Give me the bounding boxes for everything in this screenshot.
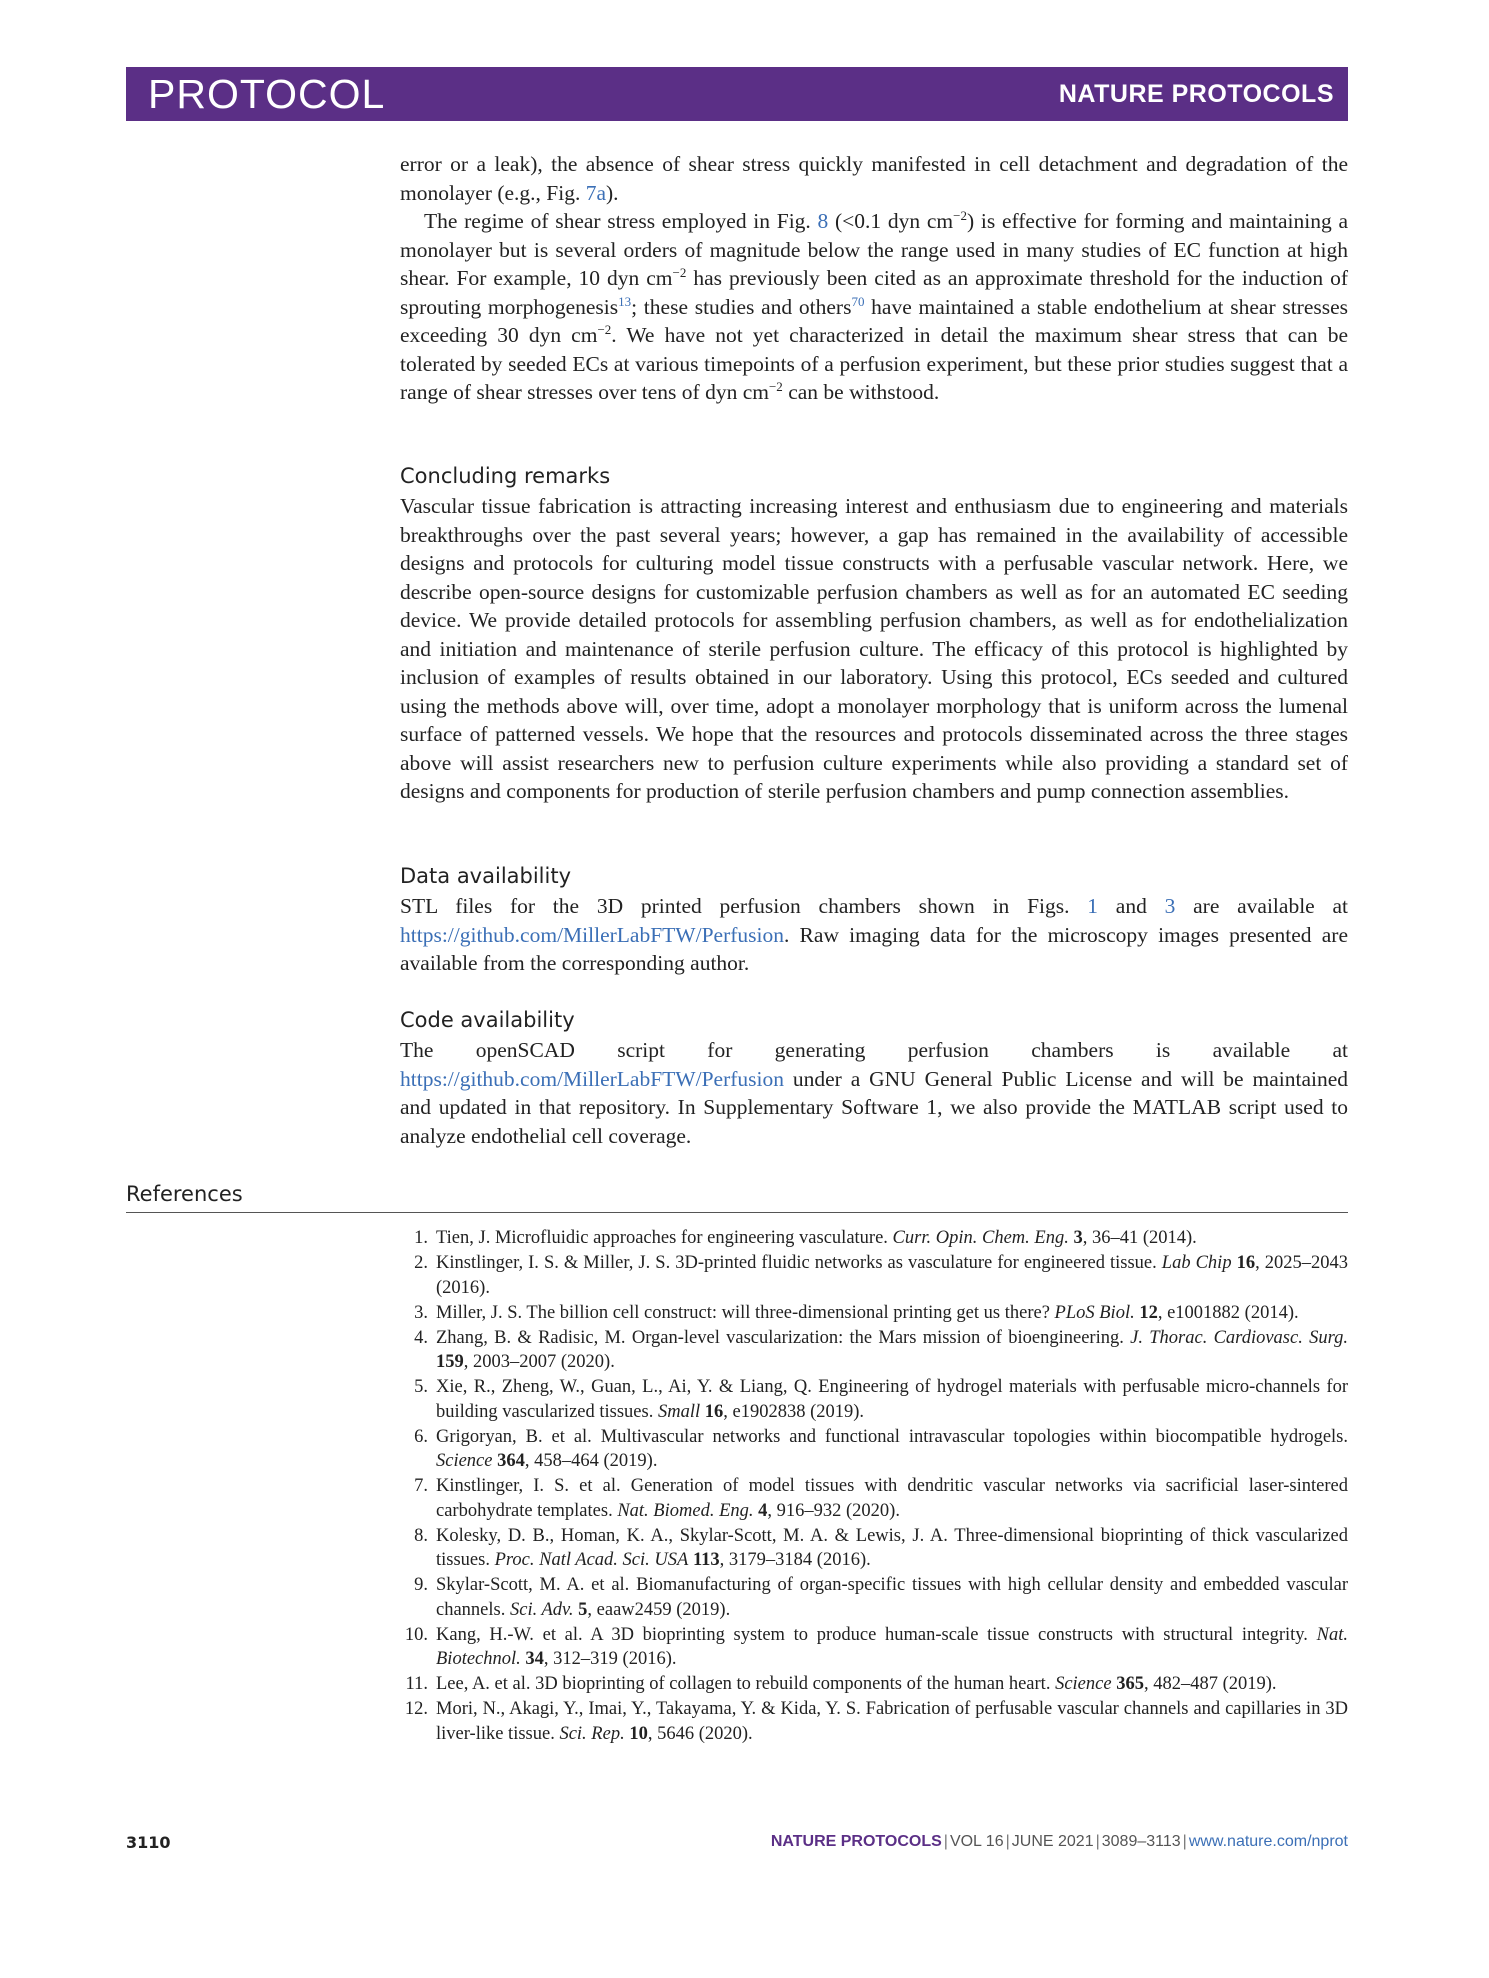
exponent: −2 — [672, 264, 687, 280]
reference-number: 10. — [404, 1624, 428, 1645]
text-run: ) is effective for forming and maintaining a monolayer but is several orders of magnitude below the range used in many studies of EC function at high shear. For example, 10 dyn cm — [400, 209, 1349, 290]
data-availability-paragraph — [400, 892, 1348, 978]
text-run: ; these studies and others — [631, 294, 852, 319]
reference-journal: Proc. Natl Acad. Sci. USA — [494, 1550, 689, 1570]
reference-authors-title: Xie, R., Zheng, W., Guan, L., Ai, Y. & Liang, Q. Engineering of hydrogel materials with perfusable micro-channels for building vascularized tissues. — [436, 1377, 1348, 1422]
reference-volume: 5 — [578, 1599, 588, 1620]
footer-url[interactable]: www.nature.com/nprot — [1188, 1833, 1348, 1850]
footer-citation: NATURE PROTOCOLS | VOL 16 | JUNE 2021 | 3089–3113 | www.nature.com/nprot — [770, 1833, 1348, 1850]
text-run: . We have not yet characterized in detail the maximum shear stress that can be tolerated by seeded ECs at various timepoints of a perfusion experiment, but these prior studies suggest that a range of shear stresses over tens of dyn cm — [400, 323, 1348, 404]
text-run: under a GNU General Public License and will be maintained and updated in that repository. In Supplementary Software 1, we also provide the MATLAB script used to analyze endothelial cell coverage. — [400, 1066, 1348, 1148]
reference-item — [400, 1301, 1348, 1326]
github-link[interactable]: https://github.com/MillerLabFTW/Perfusion — [400, 922, 784, 947]
reference-authors-title: Kang, H.-W. et al. A 3D bioprinting system to produce human-scale tissue constructs with structural integrity. — [436, 1624, 1317, 1645]
reference-pages-year: , 3179–3184 (2016). — [719, 1550, 871, 1570]
exponent: −2 — [953, 207, 967, 223]
reference-volume: 4 — [758, 1500, 768, 1521]
section-heading: Concluding remarks — [400, 464, 611, 488]
reference-journal: Nat. Biotechnol. — [436, 1624, 1348, 1669]
reference-volume: 159 — [436, 1352, 464, 1372]
reference-number: 12. — [404, 1699, 428, 1719]
reference-item — [400, 1623, 1348, 1672]
exponent: −2 — [597, 321, 612, 337]
body-text — [400, 150, 1348, 407]
reference-volume: 365 — [1116, 1674, 1144, 1694]
figure-link[interactable]: 3 — [1164, 894, 1176, 918]
code-availability-section — [400, 1006, 1348, 1150]
reference-authors-title: Tien, J. Microfluidic approaches for engineering vasculature. — [436, 1228, 893, 1248]
header-banner — [126, 67, 1348, 121]
reference-journal: Small — [657, 1401, 701, 1422]
reference-item — [400, 1672, 1348, 1697]
concluding-paragraph: Vascular tissue fabrication is attracting increasing interest and enthusiasm due to engineering and materials breakthroughs over the past several years; however, a gap has remained in the availability of accessible designs and protocols for culturing model tissue constructs with a perfusable vascular network. Here, we describe open-source designs for customizable perfusion chambers as well as for an automated EC seeding device. We provide detailed protocols for assembling perfusion chambers, as well as for endothelialization and initiation and maintenance of sterile perfusion culture. The efficacy of this protocol is highlighted by inclusion of examples of results obtained in our laboratory. Using this protocol, ECs seeded and cultured using the methods above will, over time, adopt a monolayer morphology that is uniform across the lumenal surface of patterned vessels. We hope that the resources and protocols disseminated across the three stages above will assist researchers new to perfusion culture experiments while also providing a standard set of designs and components for production of sterile perfusion chambers and pump connection assemblies. — [400, 494, 1348, 803]
text-run: have maintained a stable endothelium at shear stresses exceeding 30 dyn cm — [400, 294, 1349, 347]
reference-number: 6. — [414, 1426, 428, 1447]
reference-journal: Science — [436, 1451, 493, 1471]
reference-item — [400, 1697, 1348, 1746]
reference-pages-year: , 5646 (2020). — [647, 1723, 753, 1744]
footer-volume: VOL 16 — [949, 1833, 1004, 1850]
text-run: has previously been cited as an approximate threshold for the induction of sprouting morphogenesis — [400, 266, 1348, 319]
reference-item — [400, 1474, 1348, 1523]
footer-pages: 3089–3113 — [1101, 1833, 1181, 1850]
reference-number: 2. — [414, 1253, 428, 1273]
reference-pages-year: , 36–41 (2014). — [1082, 1228, 1197, 1248]
reference-authors-title: Lee, A. et al. 3D bioprinting of collagen to rebuild components of the human heart. — [436, 1674, 1056, 1694]
code-availability-paragraph — [400, 1036, 1348, 1150]
references-heading: References — [126, 1180, 1348, 1213]
reference-number: 4. — [414, 1327, 428, 1348]
text-run: STL files for the 3D printed perfusion chambers shown in Figs. — [400, 894, 1088, 918]
reference-pages-year: , eaaw2459 (2019). — [587, 1599, 731, 1620]
reference-journal: J. Thorac. Cardiovasc. Surg. — [1130, 1327, 1349, 1348]
figure-link[interactable]: 7a — [585, 180, 606, 205]
reference-item — [400, 1425, 1348, 1474]
reference-item — [400, 1226, 1348, 1251]
reference-volume: 113 — [692, 1550, 720, 1570]
reference-journal: Sci. Adv. — [509, 1599, 574, 1620]
reference-number: 5. — [414, 1377, 428, 1397]
text-run: ). — [606, 180, 619, 205]
github-link[interactable]: https://github.com/MillerLabFTW/Perfusion — [400, 1066, 784, 1091]
reference-item — [400, 1251, 1348, 1300]
reference-volume: 16 — [1236, 1253, 1256, 1273]
reference-pages-year: , e1902838 (2019). — [723, 1401, 865, 1422]
reference-pages-year: , e1001882 (2014). — [1157, 1302, 1299, 1323]
reference-pages-year: , 2025–2043 (2016). — [436, 1253, 1349, 1298]
reference-volume: 364 — [497, 1451, 525, 1471]
page-number: 3110 — [126, 1833, 171, 1852]
paragraph-2 — [400, 207, 1348, 407]
reference-journal: Curr. Opin. Chem. Eng. — [892, 1228, 1069, 1248]
citation-link[interactable]: 70 — [851, 293, 865, 309]
reference-pages-year: , 2003–2007 (2020). — [463, 1352, 615, 1372]
text-run: are available at — [1175, 894, 1348, 918]
section-label: PROTOCOL — [148, 70, 386, 117]
reference-number: 8. — [414, 1525, 428, 1546]
reference-item — [400, 1524, 1348, 1573]
reference-volume: 12 — [1139, 1302, 1158, 1323]
text-run: can be withstood. — [782, 380, 940, 404]
concluding-section — [400, 462, 1348, 806]
figure-link[interactable]: 8 — [817, 209, 829, 233]
reference-pages-year: , 482–487 (2019). — [1143, 1674, 1277, 1694]
reference-authors-title: Zhang, B. & Radisic, M. Organ-level vascularization: the Mars mission of bioengineering. — [436, 1327, 1131, 1348]
reference-journal: Nat. Biomed. Eng. — [617, 1500, 754, 1521]
reference-volume: 16 — [704, 1401, 724, 1422]
reference-pages-year: , 458–464 (2019). — [524, 1451, 658, 1471]
reference-journal: PLoS Biol. — [1054, 1302, 1135, 1323]
exponent: −2 — [768, 378, 783, 394]
reference-item — [400, 1375, 1348, 1424]
reference-number: 1. — [414, 1228, 428, 1248]
reference-number: 9. — [414, 1575, 428, 1595]
reference-item — [400, 1573, 1348, 1622]
reference-journal: Lab Chip — [1161, 1253, 1232, 1273]
reference-journal: Sci. Rep. — [559, 1723, 625, 1744]
journal-name: NATURE PROTOCOLS — [1058, 79, 1334, 108]
section-heading: Code availability — [400, 1008, 575, 1032]
text-run: The openSCAD script for generating perfusion chambers is available at — [400, 1038, 1348, 1062]
reference-authors-title: Grigoryan, B. et al. Multivascular networks and functional intravascular topologies within biocompatible hydrogels. — [436, 1426, 1348, 1447]
reference-authors-title: Kinstlinger, I. S. & Miller, J. S. 3D-printed fluidic networks as vasculature for engineered tissue. — [436, 1253, 1162, 1273]
reference-volume: 3 — [1073, 1228, 1083, 1248]
citation-link[interactable]: 13 — [618, 293, 632, 309]
reference-authors-title: Kinstlinger, I. S. et al. Generation of model tissues with dendritic vascular networks via sacrificial laser-sintered carbohydrate templates. — [436, 1476, 1348, 1521]
section-heading: Data availability — [400, 864, 572, 888]
reference-volume: 34 — [525, 1649, 544, 1669]
reference-number: 3. — [414, 1302, 428, 1323]
reference-pages-year: , 916–932 (2020). — [767, 1500, 900, 1521]
text-run: (<0.1 dyn cm — [828, 209, 954, 233]
text-run: and — [1098, 894, 1165, 918]
reference-authors-title: Kolesky, D. B., Homan, K. A., Skylar-Scott, M. A. & Lewis, J. A. Three-dimensional bioprinting of thick vascularized tissues. — [436, 1525, 1348, 1570]
data-availability-section — [400, 862, 1348, 978]
reference-journal: Science — [1055, 1674, 1112, 1694]
reference-item — [400, 1326, 1348, 1375]
text-run: . Raw imaging data for the microscopy images presented are available from the corresponding author. — [400, 922, 1348, 975]
reference-list — [400, 1226, 1348, 1747]
figure-link[interactable]: 1 — [1087, 894, 1099, 918]
reference-number: 11. — [405, 1674, 428, 1694]
paragraph-1 — [400, 150, 1348, 207]
reference-number: 7. — [414, 1476, 428, 1496]
text-run: The regime of shear stress employed in Fig. — [424, 209, 818, 233]
reference-authors-title: Mori, N., Akagi, Y., Imai, Y., Takayama, Y. & Kida, Y. S. Fabrication of perfusable vascular channels and capillaries in 3D liver-like tissue. — [436, 1699, 1348, 1744]
reference-volume: 10 — [629, 1723, 648, 1744]
reference-authors-title: Skylar-Scott, M. A. et al. Biomanufacturing of organ-specific tissues with high cellular density and embedded vascular channels. — [436, 1575, 1348, 1620]
footer-journal: NATURE PROTOCOLS — [770, 1833, 942, 1850]
text-run: error or a leak), the absence of shear stress quickly manifested in cell detachment and degradation of the monolayer (e.g., Fig. — [400, 152, 1348, 205]
reference-pages-year: , 312–319 (2016). — [543, 1649, 677, 1669]
reference-authors-title: Miller, J. S. The billion cell construct: will three-dimensional printing get us there? — [436, 1302, 1055, 1323]
footer-date: JUNE 2021 — [1011, 1833, 1094, 1850]
